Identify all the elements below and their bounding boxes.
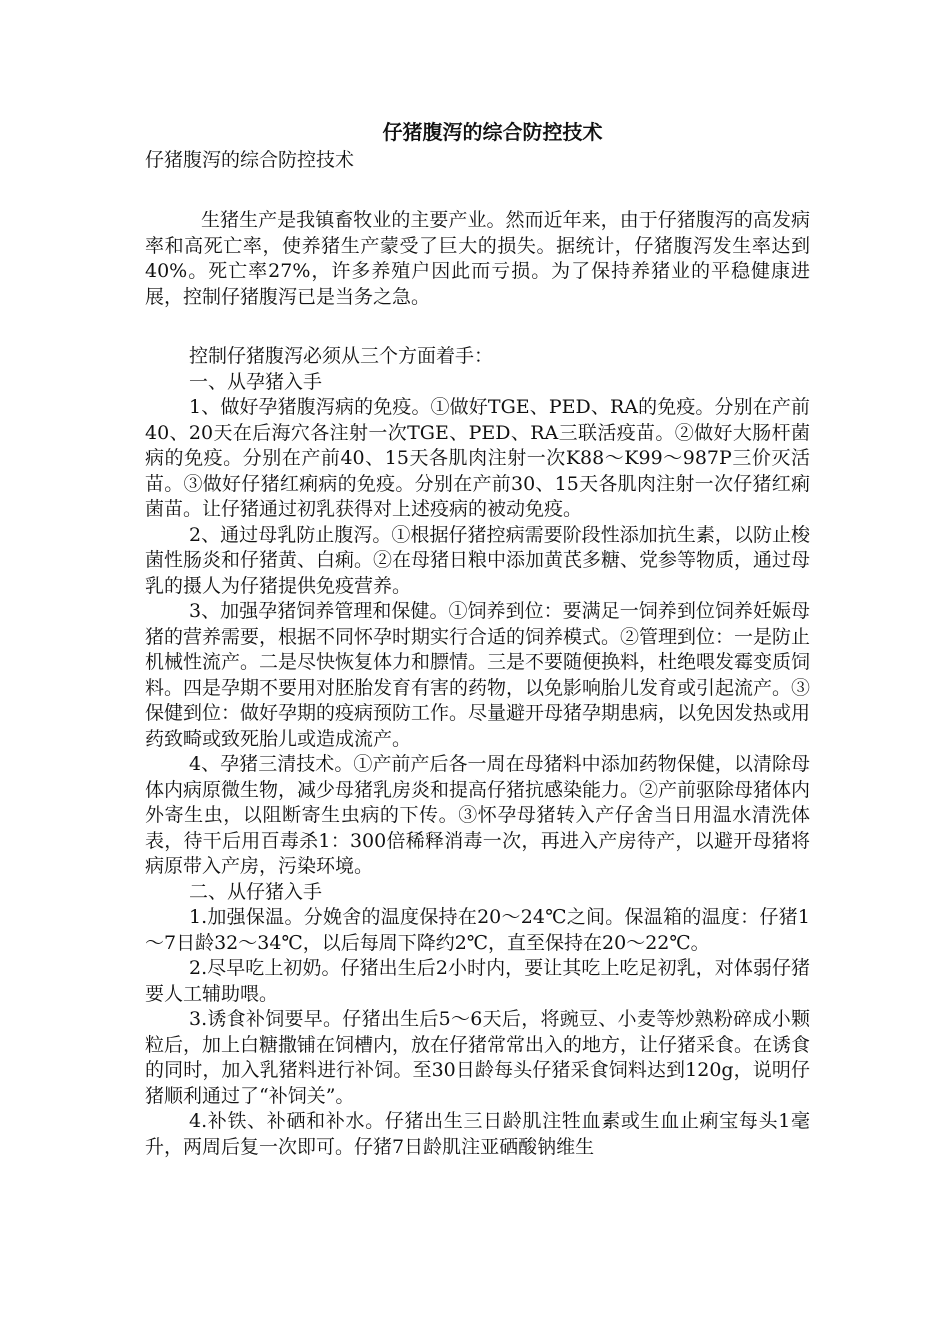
lead-sentence: 控制仔猪腹泻必须从三个方面着手：	[189, 345, 494, 367]
section1-paragraph-2: 2、通过母乳防止腹泻。①根据仔猪控病需要阶段性添加抗生素，以防止梭菌性肠炎和仔猪黄、白痢。②在母猪日粮中添加黄芪多糖、党参等物质，通过母乳的摄人为仔猪提供免疫营养。	[145, 523, 811, 597]
section1-paragraph-3: 3、加强孕猪饲养管理和保健。①饲养到位：要满足一饲养到位饲养妊娠母猪的营养需要，根据不同怀孕时期实行合适的饲养模式。②管理到位：一是防止机械性流产。二是尽快恢复体力和膘情。三是不要随便换料，杜绝喂发霉变质饲料。四是孕期不要用对胚胎发育有害的药物，以免影响胎儿发育或引起流产。③保健到位：做好孕期的疫病预防工作。尽量避开母猪孕期患病，以免因发热或用药致畸或致死胎儿或造成流产。	[145, 600, 811, 750]
section-heading-1: 一、从孕猪入手	[189, 370, 323, 393]
document-title: 仔猪腹泻的综合防控技术	[382, 120, 603, 144]
section2-paragraph-3: 3.诱食补饲要早。仔猪出生后5～6天后，将豌豆、小麦等炒熟粉碎成小颗粒后，加上白糖撒铺在饲槽内，放在仔猪常常出入的地方，让仔猪采食。在诱食的同时，加入乳猪料进行补饲。至30日龄每头仔猪采食饲料达到120g，说明仔猪顺利通过了“补饲关”。	[145, 1008, 811, 1107]
document-page	[145, 118, 810, 1160]
section2-paragraph-2: 2.尽早吃上初奶。仔猪出生后2小时内，要让其吃上吃足初乳，对体弱仔猪要人工辅助喂。	[145, 957, 810, 1005]
section2-paragraph-4: 4.补铁、补硒和补水。仔猪出生三日龄肌注牲血素或生血止痢宝每头1毫升，两周后复一次即可。仔猪7日龄肌注亚硒酸钠维生	[145, 1110, 810, 1158]
intro-paragraph: 生猪生产是我镇畜牧业的主要产业。然而近年来，由于仔猪腹泻的高发病率和高死亡率，使养猪生产蒙受了巨大的损失。据统计，仔猪腹泻发生率达到40%。死亡率27%，许多养殖户因此而亏损。为了保持养猪业的平稳健康进展，控制仔猪腹泻已是当务之急。	[145, 209, 810, 308]
section1-paragraph-4: 4、孕猪三清技术。①产前产后各一周在母猪料中添加药物保健，以清除母体内病原微生物，减少母猪乳房炎和提高仔猪抗感染能力。②产前驱除母猪体内外寄生虫，以阻断寄生虫病的下传。③怀孕母猪转入产仔舍当日用温水清洗体表，待干后用百毒杀1：300倍稀释消毒一次，再进入产房待产，以避开母猪将病原带入产房，污染环境。	[145, 753, 811, 877]
section1-paragraph-1: 1、做好孕猪腹泻病的免疫。①做好TGE、PED、RA的免疫。分别在产前40、20天在后海穴各注射一次TGE、PED、RA三联活疫苗。②做好大肠杆菌病的免疫。分别在产前40、15天各肌肉注射一次K88～K99～987P三价灭活苗。③做好仔猪红痢病的免疫。分别在产前30、15天各肌肉注射一次仔猪红痢菌苗。让仔猪通过初乳获得对上述疫病的被动免疫。	[145, 396, 810, 520]
section2-paragraph-1: 1.加强保温。分娩舍的温度保持在20～24℃之间。保温箱的温度：仔猪1～7日龄32～34℃，以后每周下降约2℃，直至保持在20～22℃。	[145, 906, 810, 954]
document-subtitle: 仔猪腹泻的综合防控技术	[145, 149, 355, 171]
section-heading-2: 二、从仔猪入手	[189, 880, 323, 903]
